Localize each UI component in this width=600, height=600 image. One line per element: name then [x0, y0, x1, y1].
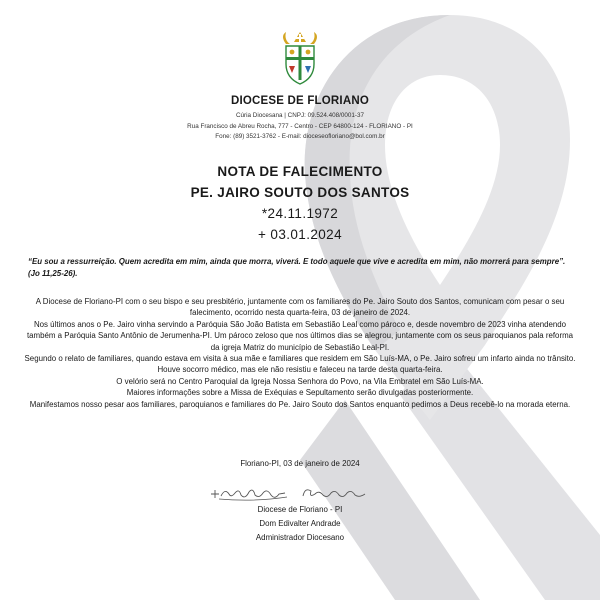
body-paragraph: A Diocese de Floriano-PI com o seu bispo e seu presbitério, juntamente com os familiares do Pe. Jairo Souto dos Santos, comunicam com pesar o seu falecimento, ocorrido nesta quarta-feira, 03 de janeiro de 2024. — [35, 297, 565, 318]
body-paragraph: Segundo o relato de familiares, quando estava em visita à sua mãe e familiares que residem em São Luís-MA, o Pe. Jairo sofreu um infarto ainda no trânsito. Houve socorro médico, mas ele não resistiu e faleceu na tarde desta quarta-feira. — [24, 354, 576, 375]
death-date: + 03.01.2024 — [257, 227, 342, 242]
org-address: Rua Francisco de Abreu Rocha, 777 - Centro - CEP 64800-124 - FLORIANO - PI — [187, 123, 413, 130]
org-contact: Fone: (89) 3521-3762 - E-mail: dioceseofloriano@bol.com.br — [215, 133, 385, 140]
notice-body — [22, 296, 578, 410]
signer-organization: Diocese de Floriano - PI — [257, 505, 343, 514]
signer-role: Administrador Diocesano — [255, 533, 345, 542]
birth-date: *24.11.1972 — [261, 206, 339, 221]
bible-quote: “Eu sou a ressurreição. Quem acredita em mim, ainda que morra, viverá. E todo aquele que vive e acredita em mim, não morrerá para sempre”. (Jo 11,25-26). — [28, 257, 566, 278]
body-paragraph: Manifestamos nosso pesar aos familiares, paroquianos e familiares do Pe. Jairo Souto dos Santos enquanto pedimos a Deus recebê-lo na morada eterna. — [29, 399, 571, 409]
body-paragraph: Maiores informações sobre a Missa de Exéquias e Sepultamento serão divulgadas posteriormente. — [126, 388, 474, 398]
body-paragraph: Nos últimos anos o Pe. Jairo vinha servindo a Paróquia São João Batista em Sebastião Leal como pároco e, desde novembro de 2023 vinha atendendo também a Paróquia Santo Antônio de Jerumenha-PI. Um pároco zeloso que nos últimos dias se alegrou, juntamente com os seus paroquianos pala reforma da igreja Matriz do município de Sebastião Leal-PI. — [26, 319, 574, 352]
notice-title: NOTA DE FALECIMENTO — [217, 164, 383, 179]
diocese-crest-icon — [278, 30, 322, 86]
org-registration: Cúria Diocesana | CNPJ: 09.524.408/0001-37 — [235, 112, 364, 119]
body-paragraph: O velório será no Centro Paroquial da Igreja Nossa Senhora do Povo, na Vila Embratel em São Luís-MA. — [116, 376, 484, 386]
deceased-name: PE. JAIRO SOUTO DOS SANTOS — [190, 185, 410, 200]
org-name: DIOCESE DE FLORIANO — [231, 95, 369, 107]
signer-name: Dom Edivalter Andrade — [259, 519, 341, 528]
place-and-date: Floriano-PI, 03 de janeiro de 2024 — [240, 459, 360, 468]
